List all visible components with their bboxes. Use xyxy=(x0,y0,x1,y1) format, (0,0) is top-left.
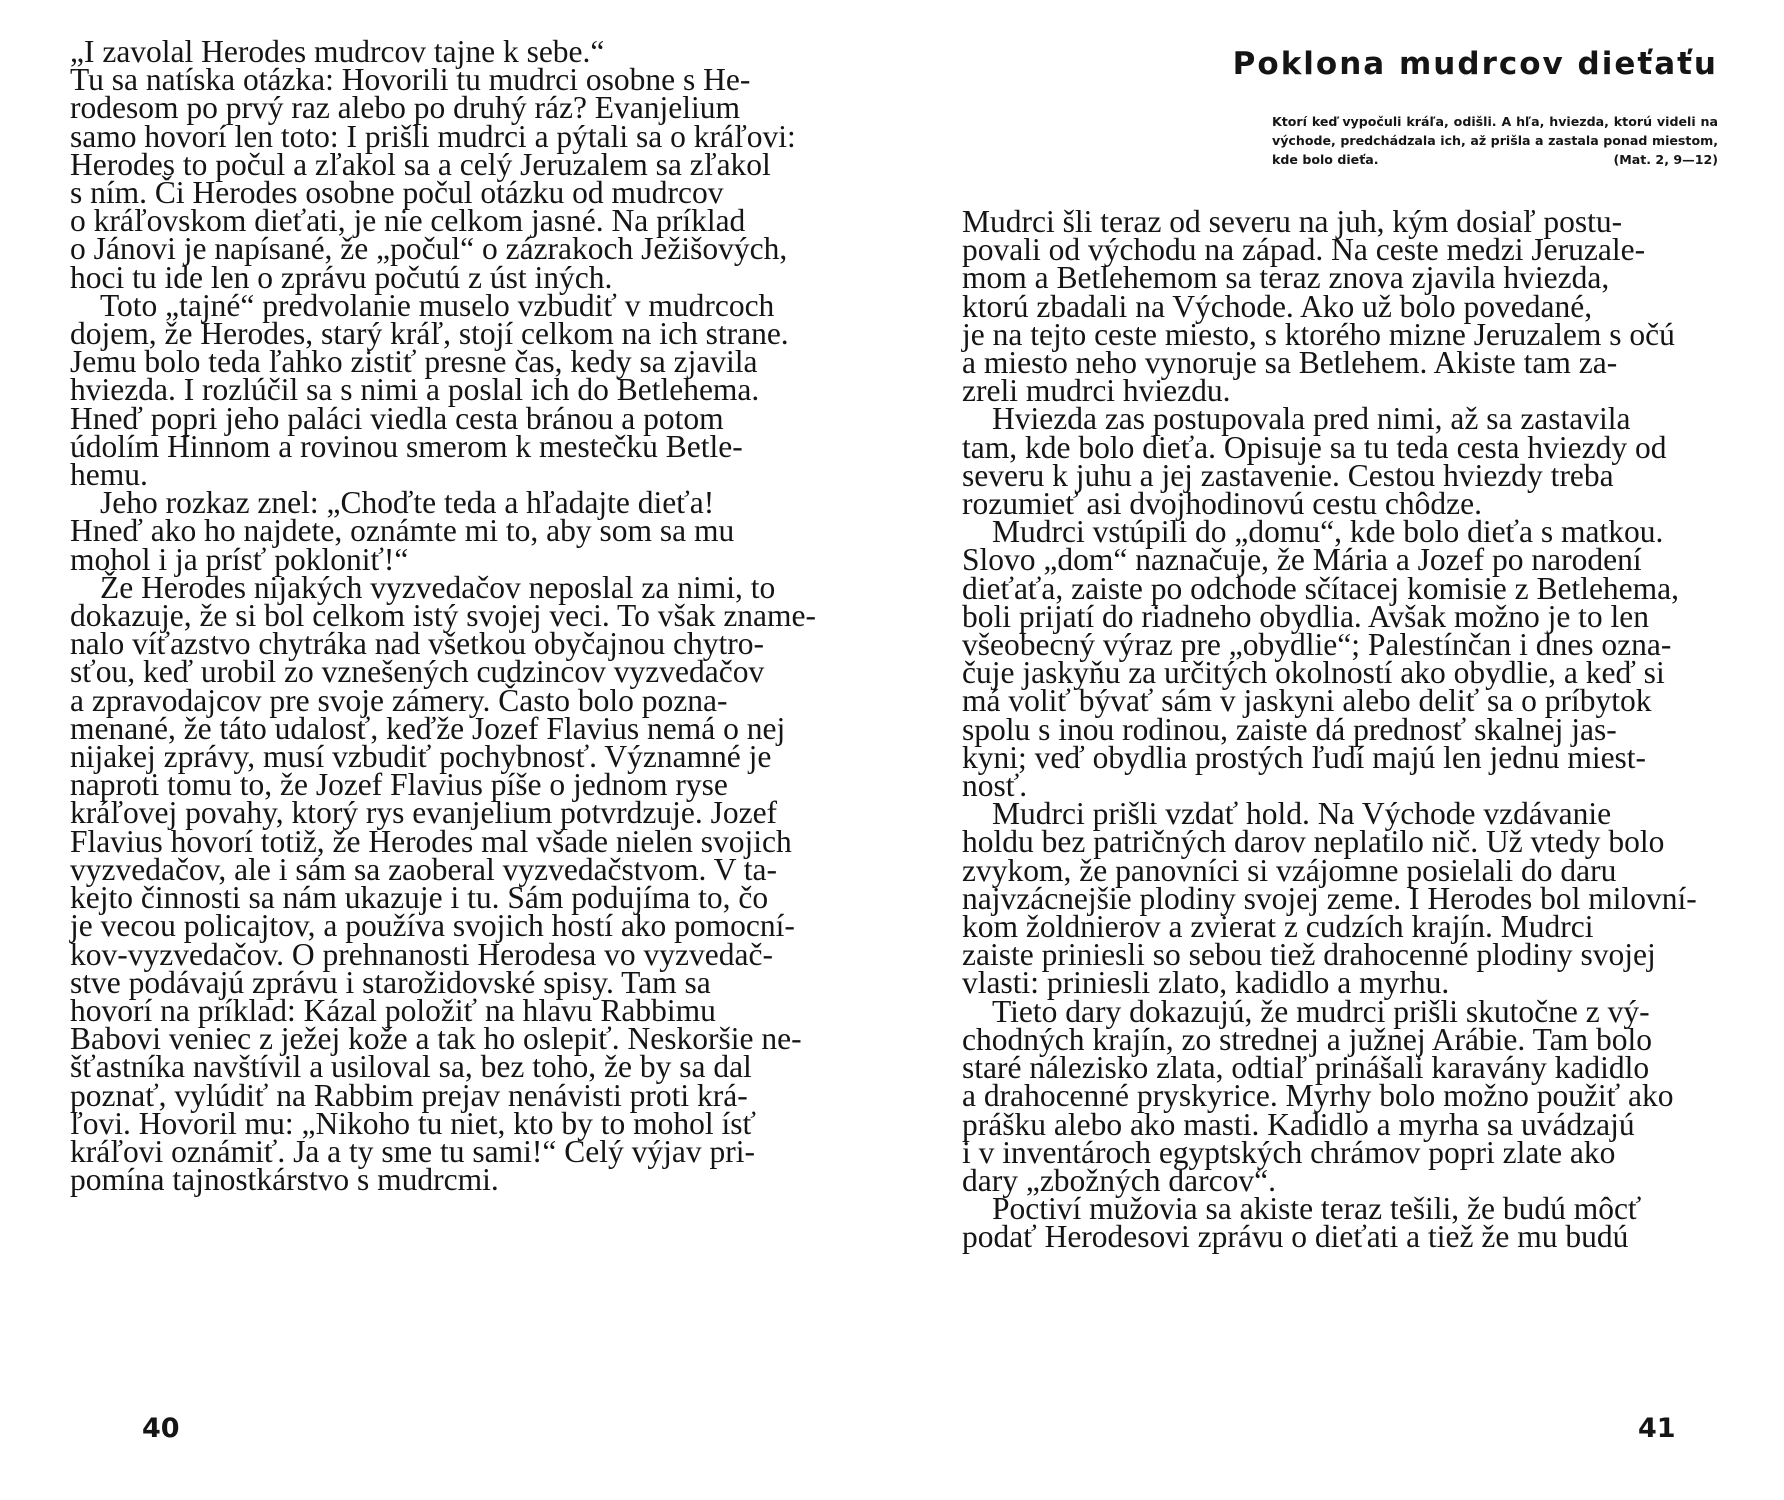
text-line: „I zavolal Herodes mudrcov tajne k sebe.“ xyxy=(70,34,605,69)
paragraph xyxy=(962,1191,1718,1255)
paragraph xyxy=(962,401,1718,522)
text-line: s ním. Či Herodes osobne počul otázku od mudrcov xyxy=(70,175,724,211)
text-line: Tu sa natíska otázka: Hovorili tu mudrci osobne s He- xyxy=(70,62,751,98)
text-line: menané, že táto udalosť, keďže Jozef Flavius nemá o nej xyxy=(70,710,786,746)
text-line: tam, kde bolo dieťa. Opisuje sa tu teda cesta hviezdy od xyxy=(962,429,1667,465)
page-number-left: 40 xyxy=(142,1413,180,1444)
left-body-text xyxy=(70,34,822,1198)
paragraph xyxy=(962,993,1718,1198)
text-line: zvykom, že panovníci si vzájomne posielali do daru xyxy=(962,852,1617,888)
text-line: Že Herodes nijakých vyzvedačov neposlal za nimi, to xyxy=(100,569,776,605)
chapter-heading: Poklona mudrcov dieťaťu xyxy=(1232,46,1718,82)
text-line: kov-vyzvedačov. O prehnanosti Herodesa vo vyzvedač- xyxy=(70,936,773,972)
right-page xyxy=(892,0,1784,1500)
text-line: boli prijatí do riadneho obydlia. Avšak možno je to len xyxy=(962,598,1650,634)
epigraph xyxy=(1272,112,1718,169)
text-line: kejto činnosti sa nám ukazuje i tu. Sám podujíma to, čo xyxy=(70,880,769,916)
epigraph-text: Ktorí keď vypočuli kráľa, odišli. A hľa, hviezda, ktorú videli na východe, predchádzala ich, až prišla a zastala ponad miestom, kde bolo dieťa. xyxy=(1272,114,1718,167)
text-line: podať Herodesovi zprávu o dieťati a tiež že mu budú xyxy=(962,1219,1629,1255)
text-line: a miesto neho vynoruje sa Betlehem. Akiste tam za- xyxy=(962,345,1618,381)
text-line: rozumieť asi dvojhodinovú cestu chôdze. xyxy=(962,486,1482,522)
text-line: Hneď popri jeho paláci viedla cesta bránou a potom xyxy=(70,400,724,436)
text-line: o Jánovi je napísané, že „počul“ o zázrakoch Ježišových, xyxy=(70,231,788,267)
text-line: dieťaťa, zaiste po odchode sčítacej komisie z Betlehema, xyxy=(962,570,1680,606)
text-line: Hneď ako ho najdete, oznámte mi to, aby som sa mu xyxy=(70,513,735,549)
text-line: hviezda. I rozlúčil sa s nimi a poslal ich do Betlehema. xyxy=(70,372,760,408)
paragraph xyxy=(962,204,1718,409)
page-number-right: 41 xyxy=(1638,1413,1676,1444)
paragraph xyxy=(70,569,822,1198)
text-line: rodesom po prvý raz alebo po druhý ráz? Evanjelium xyxy=(70,90,741,126)
text-line: Mudrci šli teraz od severu na juh, kým dosiaľ postu- xyxy=(962,204,1623,239)
text-line: Tieto dary dokazujú, že mudrci prišli skutočne z vý- xyxy=(992,993,1650,1029)
text-line: a zpravodajcov pre svoje zámery. Často bolo pozna- xyxy=(70,682,728,718)
text-line: chodných krajín, zo strednej a južnej Arábie. Tam bolo xyxy=(962,1021,1653,1057)
text-line: Mudrci vstúpili do „domu“, kde bolo dieťa s matkou. xyxy=(992,514,1664,550)
paragraph xyxy=(70,62,822,295)
text-line: údolím Hinnom a rovinou smerom k mestečku Betle- xyxy=(70,428,743,464)
text-line: i v inventároch egyptských chrámov popri zlate ako xyxy=(962,1134,1616,1170)
text-line: hovorí na príklad: Kázal položiť na hlavu Rabbimu xyxy=(70,992,716,1028)
text-line: naproti tomu to, že Jozef Flavius píše o jednom ryse xyxy=(70,767,728,803)
text-line: hemu. xyxy=(70,457,148,493)
text-line: šťastníka navštívil a usiloval sa, bez toho, že by sa dal xyxy=(70,1049,752,1085)
text-line: nalo víťazstvo chytráka nad všetkou obyčajnou chytro- xyxy=(70,626,764,662)
text-line: o kráľovskom dieťati, je nie celkom jasné. Na príklad xyxy=(70,203,746,239)
text-line: Herodes to počul a zľakol sa a celý Jeruzalem sa zľakol xyxy=(70,146,771,182)
text-line: všeobecný výraz pre „obydlie“; Palestínčan i dnes ozna- xyxy=(962,627,1672,663)
text-line: Hviezda zas postupovala pred nimi, až sa zastavila xyxy=(992,401,1631,437)
text-line: kráľovej povahy, ktorý rys evanjelium potvrdzuje. Jozef xyxy=(70,795,778,831)
text-line: vlasti: priniesli zlato, kadidlo a myrhu. xyxy=(962,965,1450,1001)
text-line: sťou, keď urobil zo vznešených cudzincov vyzvedačov xyxy=(70,654,765,690)
text-line: mom a Betlehemom sa teraz znova zjavila hviezda, xyxy=(962,260,1610,296)
text-line: kyni; veď obydlia prostých ľudí majú len jednu miest- xyxy=(962,739,1647,775)
text-line: má voliť bývať sám v jaskyni alebo deliť sa o príbytok xyxy=(962,683,1652,719)
text-line: holdu bez patričných darov neplatilo nič. Už vtedy bolo xyxy=(962,824,1665,860)
paragraph xyxy=(70,287,822,493)
text-line: kráľovi oznámiť. Ja a ty sme tu sami!“ Celý výjav pri- xyxy=(70,1133,755,1169)
text-line: poznať, vylúdiť na Rabbim prejav nenávisti proti krá- xyxy=(70,1077,748,1113)
epigraph-reference: (Mat. 2, 9—12) xyxy=(1613,152,1718,167)
text-line: Jeho rozkaz znel: „Choďte teda a hľadajte dieťa! xyxy=(100,485,715,521)
text-line: mohol i ja prísť pokloniť!“ xyxy=(70,541,409,577)
text-line: ktorú zbadali na Východe. Ako už bolo povedané, xyxy=(962,288,1593,324)
text-line: je na tejto ceste miesto, s ktorého mizne Jeruzalem s očú xyxy=(962,316,1675,352)
text-line: dojem, že Herodes, starý kráľ, stojí celkom na ich strane. xyxy=(70,316,789,352)
text-line: Poctiví mužovia sa akiste teraz tešili, že budú môcť xyxy=(992,1191,1642,1227)
text-line: Babovi veniec z ježej kože a tak ho oslepiť. Neskoršie ne- xyxy=(70,1021,802,1057)
text-line: čuje jaskyňu za určitých okolností ako obydlie, a keď si xyxy=(962,655,1665,691)
text-line: severu k juhu a jej zastavenie. Cestou hviezdy treba xyxy=(962,457,1614,493)
text-line: povali od východu na západ. Na ceste medzi Jeruzale- xyxy=(962,232,1646,268)
text-line: a drahocenné pryskyrice. Myrhy bolo možno použiť ako xyxy=(962,1078,1674,1114)
text-line: spolu s inou rodinou, zaiste dá prednosť skalnej jas- xyxy=(962,711,1617,747)
text-line: zreli mudrci hviezdu. xyxy=(962,373,1231,409)
text-line: staré nálezisko zlata, odtiaľ prinášali karavány kadidlo xyxy=(962,1050,1650,1086)
paragraph xyxy=(962,514,1718,804)
text-line: dary „zbožných darcov“. xyxy=(962,1162,1276,1198)
paragraph xyxy=(962,796,1718,1001)
text-line: hoci tu ide len o zprávu počutú z úst iných. xyxy=(70,259,613,295)
text-line: vyzvedačov, ale i sám sa zaoberal vyzvedačstvom. V ta- xyxy=(70,851,778,887)
text-line: Slovo „dom“ naznačuje, že Mária a Jozef po narodení xyxy=(962,542,1642,578)
text-line: prášku alebo ako masti. Kadidlo a myrha sa uvádzajú xyxy=(962,1106,1635,1142)
text-line: nosť. xyxy=(962,768,1028,804)
paragraph xyxy=(70,485,822,577)
text-line: je vecou policajtov, a používa svojich hostí ako pomocní- xyxy=(70,908,795,944)
text-line: najvzácnejšie plodiny svojej zeme. I Herodes bol milovní- xyxy=(962,880,1697,916)
right-body-text xyxy=(962,204,1718,1255)
text-line: zaiste priniesli so sebou tiež drahocenné plodiny svojej xyxy=(962,937,1656,973)
text-line: stve podávajú zprávu i starožidovské spisy. Tam sa xyxy=(70,964,711,1000)
text-line: samo hovorí len toto: I prišli mudrci a pýtali sa o kráľovi: xyxy=(70,118,796,154)
text-line: Mudrci prišli vzdať hold. Na Východe vzdávanie xyxy=(992,796,1612,832)
text-line: nijakej zprávy, musí vzbudiť pochybnosť. Významné je xyxy=(70,739,772,775)
text-line: Toto „tajné“ predvolanie muselo vzbudiť v mudrcoch xyxy=(100,287,775,323)
text-line: pomína tajnostkárstvo s mudrcmi. xyxy=(70,1162,499,1198)
text-line: Jemu bolo teda ľahko zistiť presne čas, kedy sa zjavila xyxy=(70,344,758,380)
text-line: Flavius hovorí totiž, že Herodes mal všade nielen svojich xyxy=(70,823,792,859)
text-line: kom žoldnierov a zvierat z cudzích krajín. Mudrci xyxy=(962,909,1594,945)
text-line: dokazuje, že si bol celkom istý svojej veci. To však zname- xyxy=(70,598,817,634)
text-line: ľovi. Hovoril mu: „Nikoho tu niet, kto by to mohol ísť xyxy=(70,1105,756,1141)
